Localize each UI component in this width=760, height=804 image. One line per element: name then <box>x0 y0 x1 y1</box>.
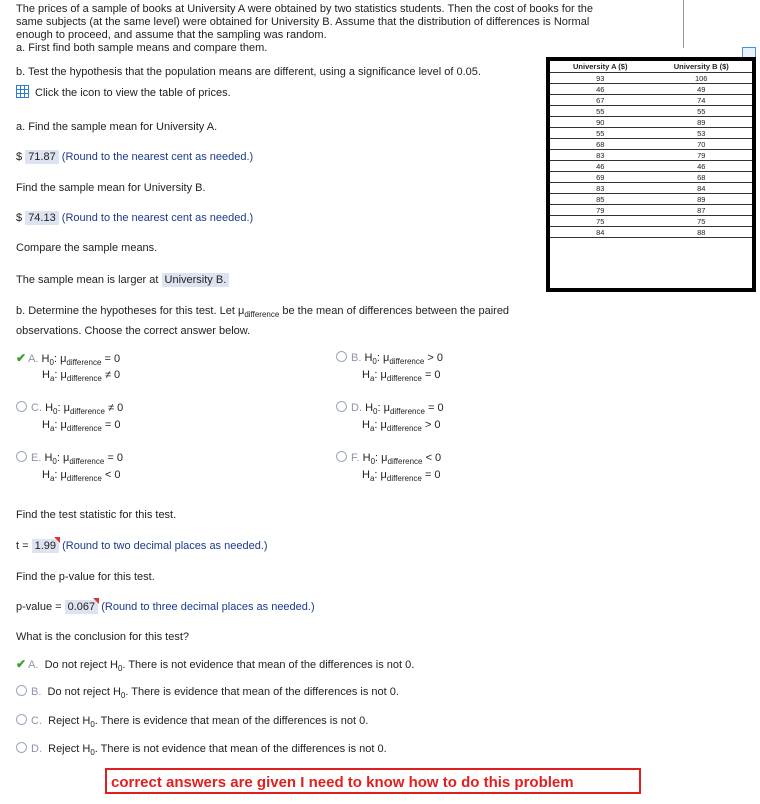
radio-icon[interactable] <box>16 714 27 725</box>
cell-b: 106 <box>650 73 752 84</box>
q-mean-b: Find the sample mean for University B. <box>16 182 206 194</box>
part-b-instructions: observations. Choose the correct answer below. <box>16 325 251 337</box>
cell-a: 90 <box>550 117 650 128</box>
cell-a: 85 <box>550 194 650 205</box>
conclusion-option[interactable] <box>16 714 368 729</box>
cell-a: 46 <box>550 84 650 95</box>
radio-icon[interactable] <box>336 351 347 362</box>
divider <box>683 0 684 48</box>
hypothesis-option[interactable] <box>16 351 121 384</box>
table-row <box>550 150 752 161</box>
hint-mean-a: (Round to the nearest cent as needed.) <box>61 151 254 163</box>
conclusion-label: A. <box>28 659 39 671</box>
h0-label: $H_0$: $\mu_{difference} = 0$ <box>44 452 124 467</box>
cell-a: 46 <box>550 161 650 172</box>
compare-text: The sample mean is larger at <box>16 274 159 286</box>
option-label: B. <box>351 352 362 364</box>
radio-icon[interactable] <box>16 742 27 753</box>
price-table <box>550 61 752 238</box>
conclusion-text: Reject $H_0$. There is not evidence that mean of the differences is not 0. <box>48 743 387 758</box>
compare-answer[interactable]: University B. <box>162 273 230 287</box>
table-link[interactable] <box>16 85 231 99</box>
cell-b: 74 <box>650 95 752 106</box>
cell-b: 79 <box>650 150 752 161</box>
p-value-answer[interactable]: 0.067 <box>65 600 99 614</box>
intro-line-4: a. First find both sample means and compare them. <box>16 42 268 54</box>
intro-line-5: b. Test the hypothesis that the population means are different, using a significance level of 0.05. <box>16 66 481 78</box>
conclusion-option[interactable] <box>16 742 387 757</box>
currency-b: $ <box>16 212 23 224</box>
table-row <box>550 84 752 95</box>
part-b-intro <box>16 305 509 319</box>
q-compare: Compare the sample means. <box>16 242 158 254</box>
option-label: A. <box>28 353 39 365</box>
answer-mean-b-row <box>16 212 253 224</box>
table-icon[interactable] <box>16 85 29 98</box>
option-label: E. <box>31 452 42 464</box>
h0-label: $H_0$: $\mu_{difference} = 0$ <box>41 353 121 368</box>
cell-b: 89 <box>650 194 752 205</box>
radio-icon[interactable] <box>16 685 27 696</box>
mu-symbol: μ <box>237 305 245 317</box>
check-icon: ✔ <box>16 351 27 365</box>
table-row <box>550 183 752 194</box>
ha-label: $H_a$: $\mu_{difference} = 0$ <box>42 419 121 434</box>
cell-a: 55 <box>550 128 650 139</box>
part-b-text-2: be the mean of differences between the paired <box>282 305 510 317</box>
cell-b: 46 <box>650 161 752 172</box>
conclusion-label: B. <box>31 686 42 698</box>
cell-b: 75 <box>650 216 752 227</box>
cell-b: 49 <box>650 84 752 95</box>
table-row <box>550 139 752 150</box>
col-header-b: University B ($) <box>650 61 752 73</box>
conclusion-option[interactable] <box>16 657 414 673</box>
cell-b: 68 <box>650 172 752 183</box>
ha-label: $H_a$: $\mu_{difference} < 0$ <box>42 469 121 484</box>
price-table-popup <box>546 57 756 292</box>
hypothesis-option[interactable] <box>16 451 124 484</box>
intro-line-1: The prices of a sample of books at University A were obtained by two statistics students. Then the cost of books for the <box>16 3 593 15</box>
cell-b: 55 <box>650 106 752 117</box>
cell-b: 89 <box>650 117 752 128</box>
h0-label: $H_0$: $\mu_{difference} = 0$ <box>365 402 444 417</box>
answer-mean-b[interactable]: 74.13 <box>25 211 59 225</box>
part-b-text-1: b. Determine the hypotheses for this test. Let <box>16 305 235 317</box>
col-header-a: University A ($) <box>550 61 650 73</box>
conclusion-text: Reject $H_0$. There is evidence that mean of the differences is not 0. <box>48 715 369 730</box>
q-p-value: Find the p-value for this test. <box>16 571 155 583</box>
cell-a: 79 <box>550 205 650 216</box>
table-row <box>550 172 752 183</box>
p-value-row <box>16 601 315 613</box>
cell-a: 83 <box>550 150 650 161</box>
q-conclusion: What is the conclusion for this test? <box>16 631 190 643</box>
hypothesis-option[interactable] <box>336 351 444 384</box>
option-label: D. <box>351 402 362 414</box>
table-row <box>550 216 752 227</box>
intro-line-2: same subjects (at the same level) were obtained for University B. Assume that the distribution of differences is Normal <box>16 16 590 28</box>
cell-a: 68 <box>550 139 650 150</box>
hypothesis-option[interactable] <box>336 451 442 484</box>
radio-icon[interactable] <box>336 401 347 412</box>
mu-sub: difference <box>244 310 280 320</box>
cell-b: 87 <box>650 205 752 216</box>
hypothesis-option[interactable] <box>16 401 124 434</box>
table-link-text: Click the icon to view the table of prices. <box>35 87 231 99</box>
conclusion-label: D. <box>31 743 42 755</box>
cell-b: 53 <box>650 128 752 139</box>
table-row <box>550 205 752 216</box>
t-label: t = <box>16 540 29 552</box>
cell-a: 69 <box>550 172 650 183</box>
currency-a: $ <box>16 151 23 163</box>
option-label: C. <box>31 402 42 414</box>
test-stat-row <box>16 540 268 552</box>
compare-row <box>16 274 229 286</box>
hypothesis-option[interactable] <box>336 401 444 434</box>
option-label: F. <box>351 452 360 464</box>
cell-a: 84 <box>550 227 650 238</box>
conclusion-option[interactable] <box>16 685 399 700</box>
cell-a: 75 <box>550 216 650 227</box>
table-row <box>550 128 752 139</box>
q-mean-a: a. Find the sample mean for University A. <box>16 121 218 133</box>
h0-label: $H_0$: $\mu_{difference} > 0$ <box>364 352 444 367</box>
ha-label: $H_a$: $\mu_{difference} > 0$ <box>362 419 441 434</box>
radio-icon[interactable] <box>336 451 347 462</box>
table-row <box>550 106 752 117</box>
table-row <box>550 227 752 238</box>
h0-label: $H_0$: $\mu_{difference} < 0$ <box>362 452 442 467</box>
q-test-stat: Find the test statistic for this test. <box>16 509 177 521</box>
ha-label: $H_a$: $\mu_{difference} \ne 0$ <box>42 369 121 384</box>
cell-b: 70 <box>650 139 752 150</box>
conclusion-text: Do not reject $H_0$. There is evidence that mean of the differences is not 0. <box>47 686 399 701</box>
intro-line-3: enough to proceed, and assume that the sampling was random. <box>16 29 327 41</box>
cell-b: 88 <box>650 227 752 238</box>
cell-b: 84 <box>650 183 752 194</box>
conclusion-text: Do not reject $H_0$. There is not evidence that mean of the differences is not 0. <box>44 659 415 674</box>
table-row <box>550 95 752 106</box>
t-hint: (Round to two decimal places as needed.) <box>62 540 268 552</box>
table-row <box>550 194 752 205</box>
cell-a: 93 <box>550 73 650 84</box>
p-label: p-value = <box>16 601 62 613</box>
check-icon: ✔ <box>16 657 27 671</box>
answer-mean-a-row <box>16 151 253 163</box>
user-note: correct answers are given I need to know how to do this problem <box>105 768 641 794</box>
table-row <box>550 117 752 128</box>
ha-label: $H_a$: $\mu_{difference} = 0$ <box>362 469 441 484</box>
cell-a: 67 <box>550 95 650 106</box>
table-row <box>550 73 752 84</box>
hint-mean-b: (Round to the nearest cent as needed.) <box>61 212 254 224</box>
cell-a: 55 <box>550 106 650 117</box>
cell-a: 83 <box>550 183 650 194</box>
radio-icon[interactable] <box>16 401 27 412</box>
answer-mean-a[interactable]: 71.87 <box>25 150 59 164</box>
p-hint: (Round to three decimal places as needed.) <box>101 601 315 613</box>
test-stat-answer[interactable]: 1.99 <box>32 539 59 553</box>
h0-label: $H_0$: $\mu_{difference} \ne 0$ <box>45 402 124 417</box>
table-row <box>550 161 752 172</box>
ha-label: $H_a$: $\mu_{difference} = 0$ <box>362 369 441 384</box>
radio-icon[interactable] <box>16 451 27 462</box>
conclusion-label: C. <box>31 715 42 727</box>
